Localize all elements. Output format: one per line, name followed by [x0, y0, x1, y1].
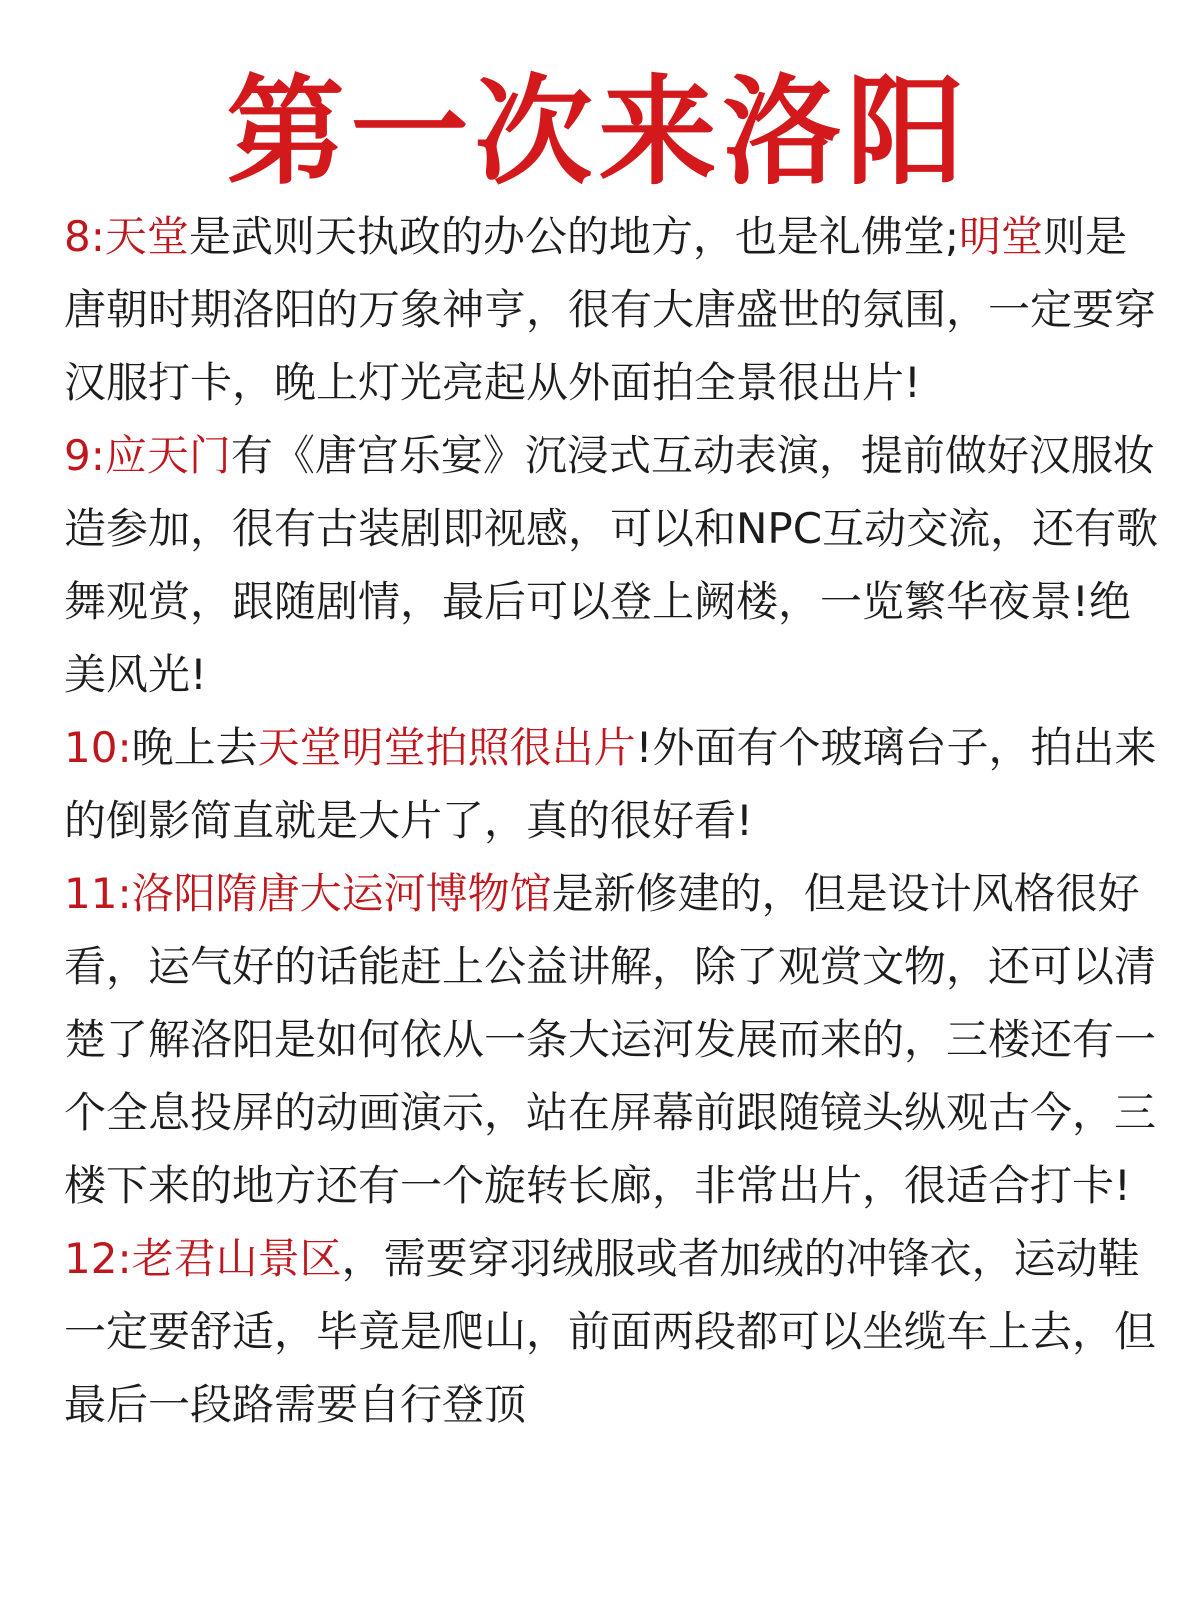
article-body: [64, 200, 1164, 1441]
page-title: 第一次来洛阳: [226, 63, 971, 201]
highlight-laojunshan: 老君山景区: [131, 1234, 342, 1283]
highlight-mingtang: 明堂: [959, 212, 1044, 261]
item-number: 12:: [64, 1234, 132, 1283]
highlight-canal-museum: 洛阳隋唐大运河博物馆: [131, 869, 552, 918]
list-item-9: [64, 419, 1164, 711]
list-item-8: [64, 200, 1164, 419]
item-text-prefix: 晚上去: [131, 723, 258, 772]
list-item-11: [64, 857, 1164, 1222]
highlight-tiantang: 天堂: [104, 212, 189, 261]
item-text: 是新修建的，但是设计风格很好看，运气好的话能赶上公益讲解，除了观赏文物，还可以清楚了解洛阳是如何依从一条大运河发展而来的，三楼还有一个全息投屏的动画演示，站在屏幕前跟随镜头纵观古今，三楼下来的地方还有一个旋转长廊，非常出片，很适合打卡!: [64, 869, 1157, 1210]
item-text: ，需要穿羽绒服或者加绒的冲锋衣，运动鞋一定要舒适，毕竟是爬山，前面两段都可以坐缆车上去，但最后一段路需要自行登顶: [64, 1234, 1157, 1429]
item-number: 11:: [64, 869, 132, 918]
item-text-continued: 则是唐朝时期洛阳的万象神亨，很有大唐盛世的氛围，一定要穿汉服打卡，晚上灯光亮起从外面拍全景很出片!: [64, 212, 1157, 407]
highlight-yingtianmen: 应天门: [104, 431, 231, 480]
item-number: 10:: [64, 723, 132, 772]
list-item-12: [64, 1222, 1164, 1441]
item-number: 9:: [64, 431, 105, 480]
highlight-photo-spot: 天堂明堂拍照很出片: [257, 723, 636, 772]
item-text: !外面有个玻璃台子，拍出来的倒影简直就是大片了，真的很好看!: [64, 723, 1157, 845]
item-text: 有《唐宫乐宴》沉浸式互动表演，提前做好汉服妆造参加，很有古装剧即视感，可以和NPC互动交流，还有歌舞观赏，跟随剧情，最后可以登上阙楼，一览繁华夜景!绝美风光!: [64, 431, 1159, 699]
item-text: 是武则天执政的办公的地方，也是礼佛堂;: [188, 212, 960, 261]
item-number: 8:: [64, 212, 105, 261]
list-item-10: [64, 711, 1164, 857]
